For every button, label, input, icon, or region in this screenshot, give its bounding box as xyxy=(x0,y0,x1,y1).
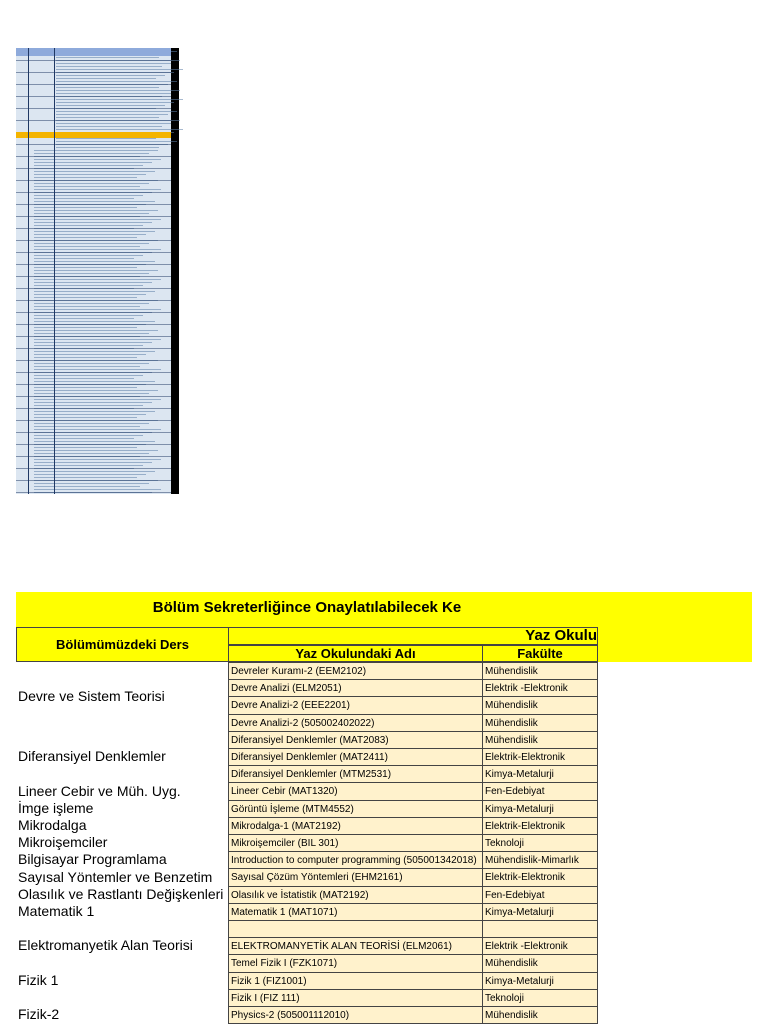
course-name-cell: Temel Fizik I (FZK1071) xyxy=(228,954,483,973)
course-name-cell: Görüntü İşleme (MTM4552) xyxy=(228,800,483,818)
faculty-cell: Elektrik -Elektronik xyxy=(482,679,598,697)
course-name-cell: Sayısal Çözüm Yöntemleri (EHM2161) xyxy=(228,868,483,887)
faculty-cell: Mühendislik-Mimarlık xyxy=(482,851,598,869)
course-group-label: Fizik 1 xyxy=(18,972,59,988)
course-name-cell: Fizik I (FIZ 111) xyxy=(228,989,483,1007)
faculty-cell: Mühendislik xyxy=(482,1006,598,1024)
faculty-cell: Kimya-Metalurji xyxy=(482,903,598,921)
course-group-label: Bilgisayar Programlama xyxy=(18,851,167,867)
faculty-cell: Fen-Edebiyat xyxy=(482,782,598,801)
course-group-label: Matematik 1 xyxy=(18,903,95,919)
course-name-cell: Mikrodalga-1 (MAT2192) xyxy=(228,817,483,835)
course-name-cell: Olasılık ve İstatistik (MAT2192) xyxy=(228,886,483,904)
course-group-label: İmge işleme xyxy=(18,800,94,816)
course-name-cell: Devreler Kuramı-2 (EEM2102) xyxy=(228,662,483,680)
course-name-cell: Devre Analizi-2 (505002402022) xyxy=(228,714,483,732)
faculty-cell: Teknoloji xyxy=(482,989,598,1007)
course-group-label: Diferansiyel Denklemler xyxy=(18,748,166,764)
course-name-cell: Devre Analizi (ELM2051) xyxy=(228,679,483,697)
faculty-cell: Elektrik-Elektronik xyxy=(482,748,598,766)
course-name-cell: Lineer Cebir (MAT1320) xyxy=(228,782,483,801)
course-name-cell: Devre Analizi-2 (EEE2201) xyxy=(228,696,483,715)
course-name-cell: ELEKTROMANYETİK ALAN TEORİSİ (ELM2061) xyxy=(228,937,483,955)
faculty-cell xyxy=(482,920,598,938)
course-group-label: Olasılık ve Rastlantı Değişkenleri xyxy=(18,886,224,902)
faculty-cell: Kimya-Metalurji xyxy=(482,972,598,990)
course-group-label: Sayısal Yöntemler ve Benzetim xyxy=(18,869,213,885)
faculty-cell: Elektrik-Elektronik xyxy=(482,817,598,835)
course-name-cell: Physics-2 (505001112010) xyxy=(228,1006,483,1024)
faculty-cell: Kimya-Metalurji xyxy=(482,765,598,783)
faculty-cell: Mühendislik xyxy=(482,954,598,973)
faculty-cell: Mühendislik xyxy=(482,714,598,732)
header-yaz-okulundaki-adi: Yaz Okulundaki Adı xyxy=(228,645,483,662)
course-name-cell: Mikroişemciler (BIL 301) xyxy=(228,834,483,852)
course-name-cell: Diferansiyel Denklemler (MTM2531) xyxy=(228,765,483,783)
faculty-cell: Mühendislik xyxy=(482,696,598,715)
course-name-cell xyxy=(228,920,483,938)
course-name-cell: Diferansiyel Denklemler (MAT2083) xyxy=(228,731,483,749)
course-group-label: Mikrodalga xyxy=(18,817,87,833)
page-title: Bölüm Sekreterliğince Onaylatılabilecek Ke xyxy=(152,599,462,616)
header-yaz-okulu: Yaz Okulu xyxy=(228,627,598,645)
header-bolumumuzdeki-ders: Bölümümüzdeki Ders xyxy=(16,627,229,662)
faculty-cell: Elektrik-Elektronik xyxy=(482,868,598,887)
course-name-cell: Fizik 1 (FIZ1001) xyxy=(228,972,483,990)
course-name-cell: Introduction to computer programming (505001342018) xyxy=(228,851,483,869)
course-group-label: Elektromanyetik Alan Teorisi xyxy=(18,937,193,953)
course-group-label: Fizik-2 xyxy=(18,1006,60,1022)
faculty-cell: Teknoloji xyxy=(482,834,598,852)
faculty-cell: Elektrik -Elektronik xyxy=(482,937,598,955)
faculty-cell: Mühendislik xyxy=(482,731,598,749)
course-group-label: Mikroişemciler xyxy=(18,834,108,850)
course-name-cell: Diferansiyel Denklemler (MAT2411) xyxy=(228,748,483,766)
course-group-label: Devre ve Sistem Teorisi xyxy=(18,688,165,704)
course-name-cell: Matematik 1 (MAT1071) xyxy=(228,903,483,921)
header-fakulte: Fakülte xyxy=(482,645,598,662)
course-group-label: Lineer Cebir ve Müh. Uyg. xyxy=(18,783,181,799)
faculty-cell: Kimya-Metalurji xyxy=(482,800,598,818)
faculty-cell: Mühendislik xyxy=(482,662,598,680)
faculty-cell: Fen-Edebiyat xyxy=(482,886,598,904)
